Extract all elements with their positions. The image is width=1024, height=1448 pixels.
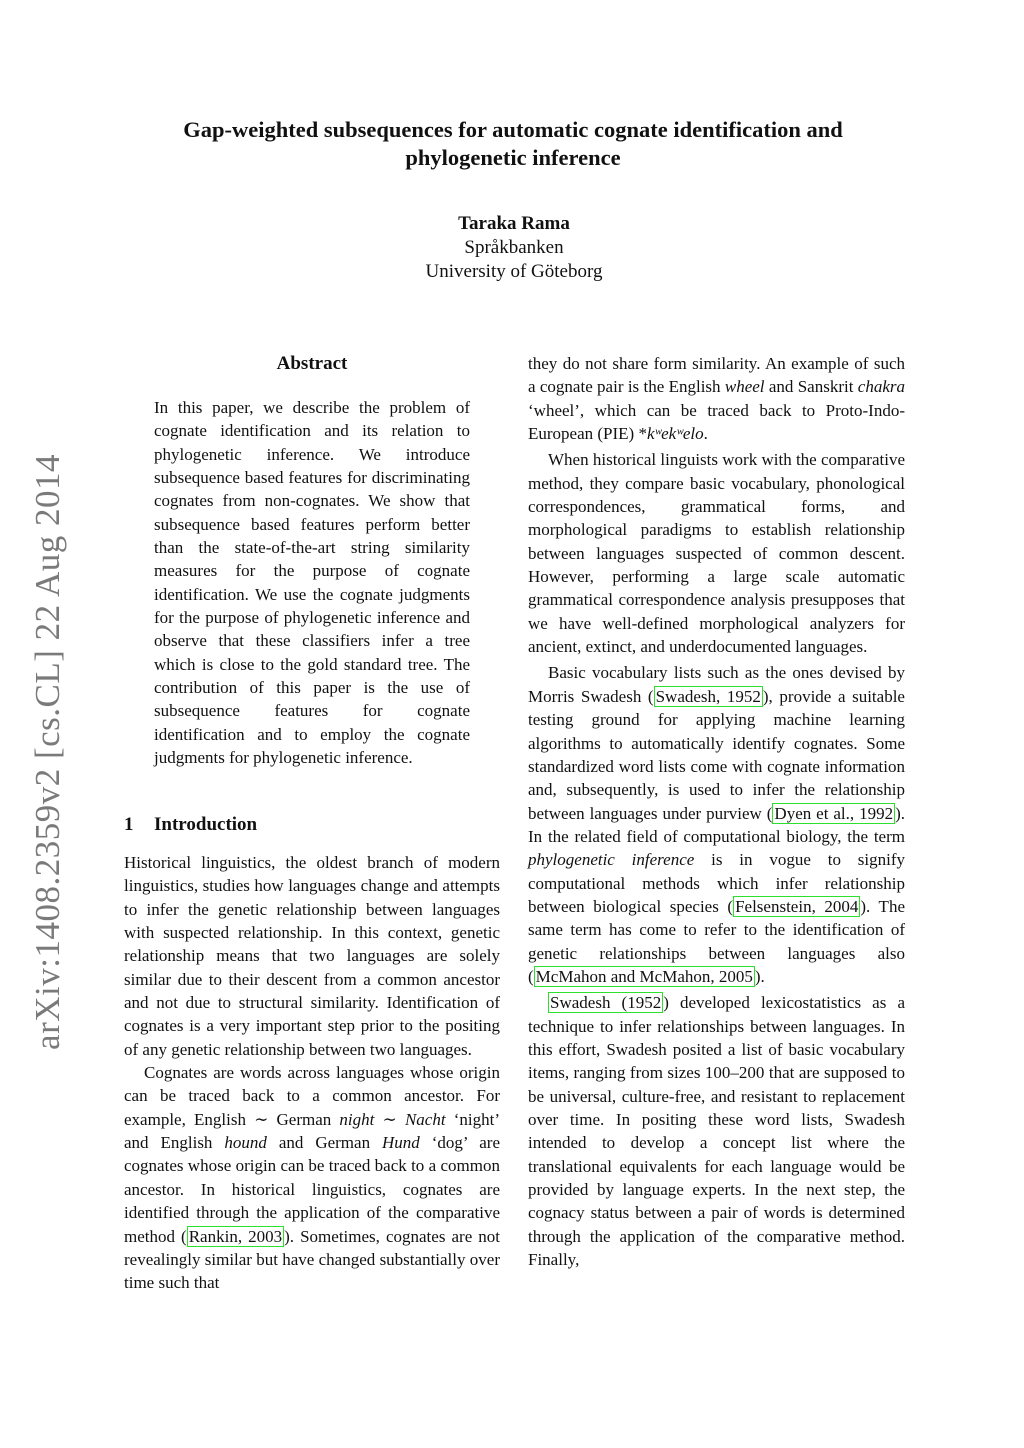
citation-link[interactable]: Rankin, 2003 [188,1226,283,1246]
author-affiliation: Språkbanken [464,237,564,258]
author-name: Taraka Rama [458,213,570,234]
citation-link[interactable]: Felsenstein, 2004 [735,896,859,916]
right-column [528,352,905,1271]
right-paragraph-4: Swadesh (1952 ) developed lexicostatistics as a technique to infer relationships between languages. In this effort, Swadesh posited a list of basic vocabulary items, ranging from sizes 100–200 that are supposed to be universal, culture-free, and resistant to replacement over time. In positing these word lists, Swadesh intended to develop a concept list where the translational equivalents for each language would be provided by language experts. In the next step, the cognacy status between a pair of words is determined through the application of the comparative method. Finally, [528,993,905,1270]
section-heading-introduction [124,813,500,837]
intro-paragraph-1: Historical linguistics, the oldest branch of modern linguistics, studies how languages change and attempts to infer the genetic relationship between languages with suspected relationship. In this context, genetic relationship means that two languages are solely similar due to their descent from a common ancestor and not due to structural similarity. Identification of cognates is a very important step prior to the positing of any genetic relationship between two languages. [124,853,500,1059]
emph-word: hound [224,1133,267,1153]
right-paragraph-1: they do not share form similarity. An example of such a cognate pair is the English wheel and Sanskrit chakra ‘wheel’, which can be traced back to Proto-Indo-European (PIE) *kʷekʷelo. [528,354,905,444]
right-paragraph-2: When historical linguists work with the comparative method, they compare basic vocabulary, phonological correspondences, grammatical forms, and morphological paradigms to establish relationship between languages suspected of common descent. However, performing a large scale automatic grammatical correspondence analysis presupposes that we have well-defined morphological analyzers for ancient, extinct, and underdocumented languages. [528,450,905,657]
abstract-paragraph: In this paper, we describe the problem of cognate identification and its relation to phylogenetic inference. We introduce subsequence based features for discriminating cognates from non-cognates. We show that subsequence based features perform better than the state-of-the-art string similarity measures for the purpose of cognate identification. We use the cognate judgments for the purpose of phylogenetic inference and observe that these classifiers infer a tree which is close to the gold standard tree. The contribution of this paper is the use of subsequence features for cognate identification and to employ the cognate judgments for phylogenetic inference. [154,398,470,768]
section-number: 1 [124,814,134,835]
emph-word: chakra [857,377,905,397]
author-university: University of Göteborg [425,261,603,282]
right-paragraph-3: Basic vocabulary lists such as the ones devised by Morris Swadesh ( Swadesh, 1952 ), provide a suitable testing ground for applying machine learning algorithms to automatically identify cognates. Some standardized word lists come with cognate information and, subsequently, is used to infer the relationship between languages under purview ( Dyen et al., 1992 ). In the related field of computational biology, the term phylogenetic inference is in vogue to signify computational methods which infer relationship between biological species ( Felsenstein, 2004 ). The same term has come to refer to the identification of genetic relationships between languages also ( McMahon and McMahon, 2005 ). [528,663,906,986]
emph-term: phylogenetic inference [528,850,695,870]
citation-link[interactable]: Dyen et al., 1992 [774,803,894,823]
section-title: Introduction [154,814,258,835]
emph-word: night [339,1109,375,1129]
arxiv-identifier: arXiv:1408.2359v2 [cs.CL] 22 Aug 2014 [28,454,67,1050]
citation-link[interactable]: Swadesh, 1952 [655,686,761,706]
citation-link[interactable]: Swadesh (1952 [550,993,662,1013]
pie-reconstruction: kʷekʷelo [646,424,704,444]
left-column [124,851,500,1295]
emph-word: wheel [724,377,765,397]
author-block [312,212,716,284]
emph-word: Hund [382,1133,420,1153]
abstract-heading: Abstract [276,353,348,374]
citation-link[interactable]: McMahon and McMahon, 2005 [535,966,753,986]
paper-title: Gap-weighted subsequences for automatic cognate identification and phylogenetic inference [183,117,843,170]
intro-paragraph-2: Cognates are words across languages whose origin can be traced back to a common ancestor. For example, English ∼ German night ∼ Nacht ‘night’ and English hound and German Hund ‘dog’ are cognates whose origin can be traced back to a common ancestor. In historical linguistics, cognates are identified through the application of the comparative method ( Rankin, 2003 ). Sometimes, cognates are not revealingly similar but have changed substantially over time such that [124,1063,501,1293]
emph-word: Nacht [404,1109,446,1129]
abstract-text [154,396,470,770]
